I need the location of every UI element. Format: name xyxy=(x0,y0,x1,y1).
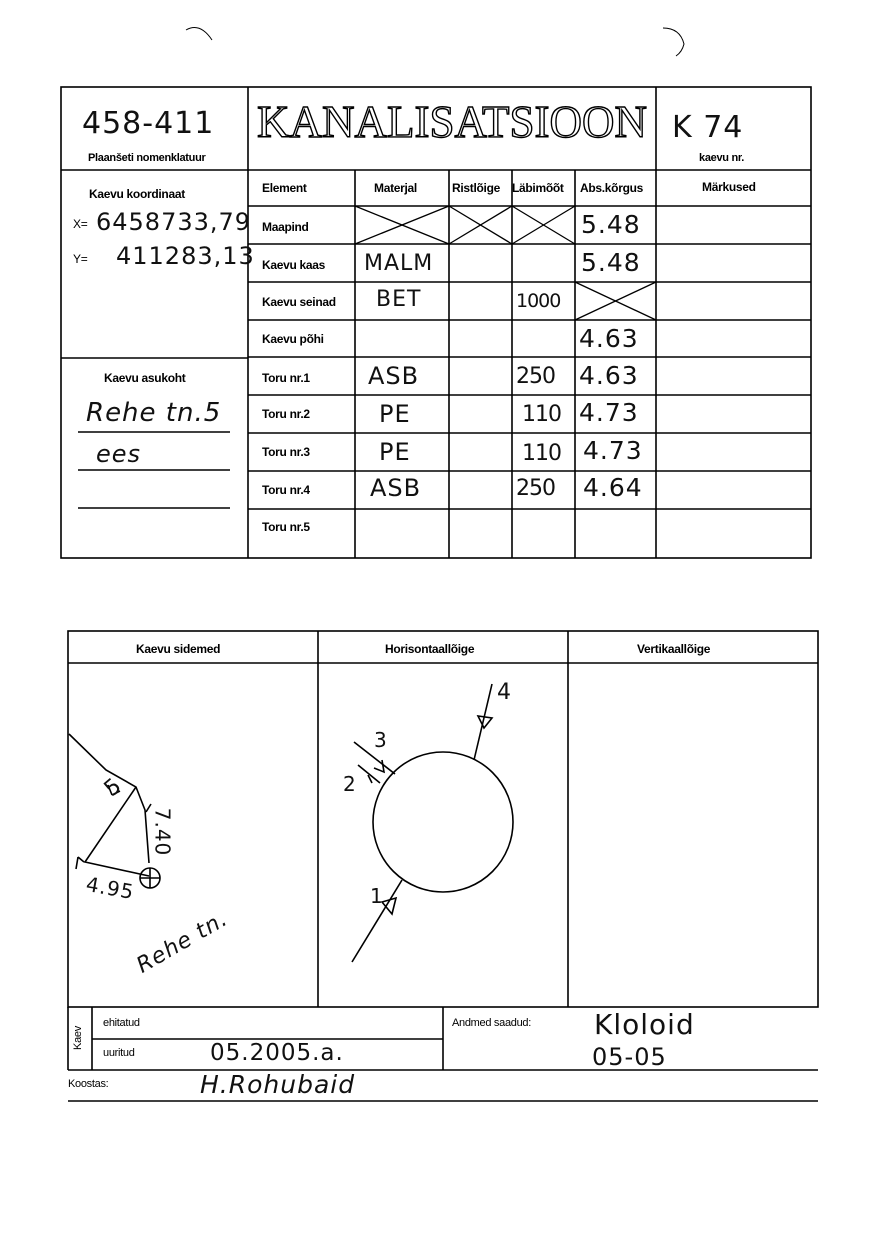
pipe-2-line xyxy=(358,765,380,783)
y-coordinate-label: Y= xyxy=(73,252,88,266)
table-row-abs-height: 4.63 xyxy=(579,324,639,353)
links-dim-c: 4.95 xyxy=(84,871,137,905)
coordinates-label: Kaevu koordinaat xyxy=(89,187,185,201)
built-label: ehitatud xyxy=(103,1017,140,1029)
table-row-element: Toru nr.2 xyxy=(262,407,310,421)
well-number-value: K 74 xyxy=(672,110,744,145)
table-row-diameter: 250 xyxy=(516,476,555,501)
table-row-abs-height: 4.73 xyxy=(579,398,639,427)
nomenclature-value: 458-411 xyxy=(82,106,215,141)
links-dim-b: 7.40 xyxy=(150,807,175,857)
x-coordinate-label: X= xyxy=(73,217,88,231)
table-row-element: Toru nr.4 xyxy=(262,483,310,497)
col-header-cross-section: Ristlõige xyxy=(452,181,500,195)
table-row-element: Kaevu kaas xyxy=(262,258,326,272)
table-row-material: ASB xyxy=(368,362,420,390)
pipe-number-3: 3 xyxy=(374,728,388,752)
pipe-number-1: 1 xyxy=(370,884,384,908)
nomenclature-label: Plaanšeti nomenklatuur xyxy=(88,152,206,164)
vertical-section-header: Vertikaallõige xyxy=(637,642,711,656)
table-row-abs-height: 4.73 xyxy=(583,436,643,465)
table-row-element: Maapind xyxy=(262,220,309,234)
table-row-element: Toru nr.5 xyxy=(262,520,310,534)
links-dim-a: 5 xyxy=(99,773,128,802)
data-obtained-date: 05-05 xyxy=(592,1043,667,1071)
well-side-label: Kaev xyxy=(71,1026,84,1050)
data-obtained-label: Andmed saadud: xyxy=(452,1017,531,1029)
table-row-element: Toru nr.3 xyxy=(262,445,310,459)
table-row-diameter: 1000 xyxy=(516,290,561,312)
document-title: KANALISATSIOON xyxy=(257,97,647,147)
table-row-material: PE xyxy=(379,400,411,428)
table-row-element: Kaevu seinad xyxy=(262,295,336,309)
y-coordinate-value: 411283,13 xyxy=(116,242,255,270)
street-label: Rehe tn. xyxy=(132,906,233,979)
table-row-abs-height: 4.64 xyxy=(583,473,643,502)
well-number-label: kaevu nr. xyxy=(699,152,744,164)
col-header-element: Element xyxy=(262,181,307,195)
location-line-2: ees xyxy=(96,440,142,468)
x-coordinate-value: 6458733,79 xyxy=(96,208,252,236)
compiled-value: H.Rohubaid xyxy=(200,1070,356,1099)
data-obtained-value: Kloloid xyxy=(594,1008,695,1041)
links-panel-header: Kaevu sidemed xyxy=(136,642,221,656)
col-header-material: Materjal xyxy=(374,181,417,195)
table-row-element: Kaevu põhi xyxy=(262,332,324,346)
col-header-notes: Märkused xyxy=(702,180,756,194)
surveyed-value: 05.2005.a. xyxy=(210,1040,344,1066)
pipe-number-4: 4 xyxy=(497,680,512,705)
table-row-abs-height: 5.48 xyxy=(581,210,641,239)
location-line-1: Rehe tn.5 xyxy=(86,398,222,428)
table-row-abs-height: 5.48 xyxy=(581,248,641,277)
table-row-diameter: 110 xyxy=(522,402,561,427)
pipe-number-2: 2 xyxy=(343,772,357,796)
horizontal-section-header: Horisontaallõige xyxy=(385,642,475,656)
table-row-material: BET xyxy=(376,287,422,312)
table-row-abs-height: 4.63 xyxy=(579,361,639,390)
table-row-material: MALM xyxy=(364,251,434,276)
table-row-diameter: 110 xyxy=(522,441,561,466)
table-row-diameter: 250 xyxy=(516,364,555,389)
location-label: Kaevu asukoht xyxy=(104,371,186,385)
table-row-material: ASB xyxy=(370,474,422,502)
col-header-abs-height: Abs.kõrgus xyxy=(580,181,644,195)
table-row-material: PE xyxy=(379,438,411,466)
col-header-diameter: Läbimõõt xyxy=(512,181,564,195)
table-row-element: Toru nr.1 xyxy=(262,371,310,385)
compiled-label: Koostas: xyxy=(68,1078,109,1090)
surveyed-label: uuritud xyxy=(103,1047,135,1059)
